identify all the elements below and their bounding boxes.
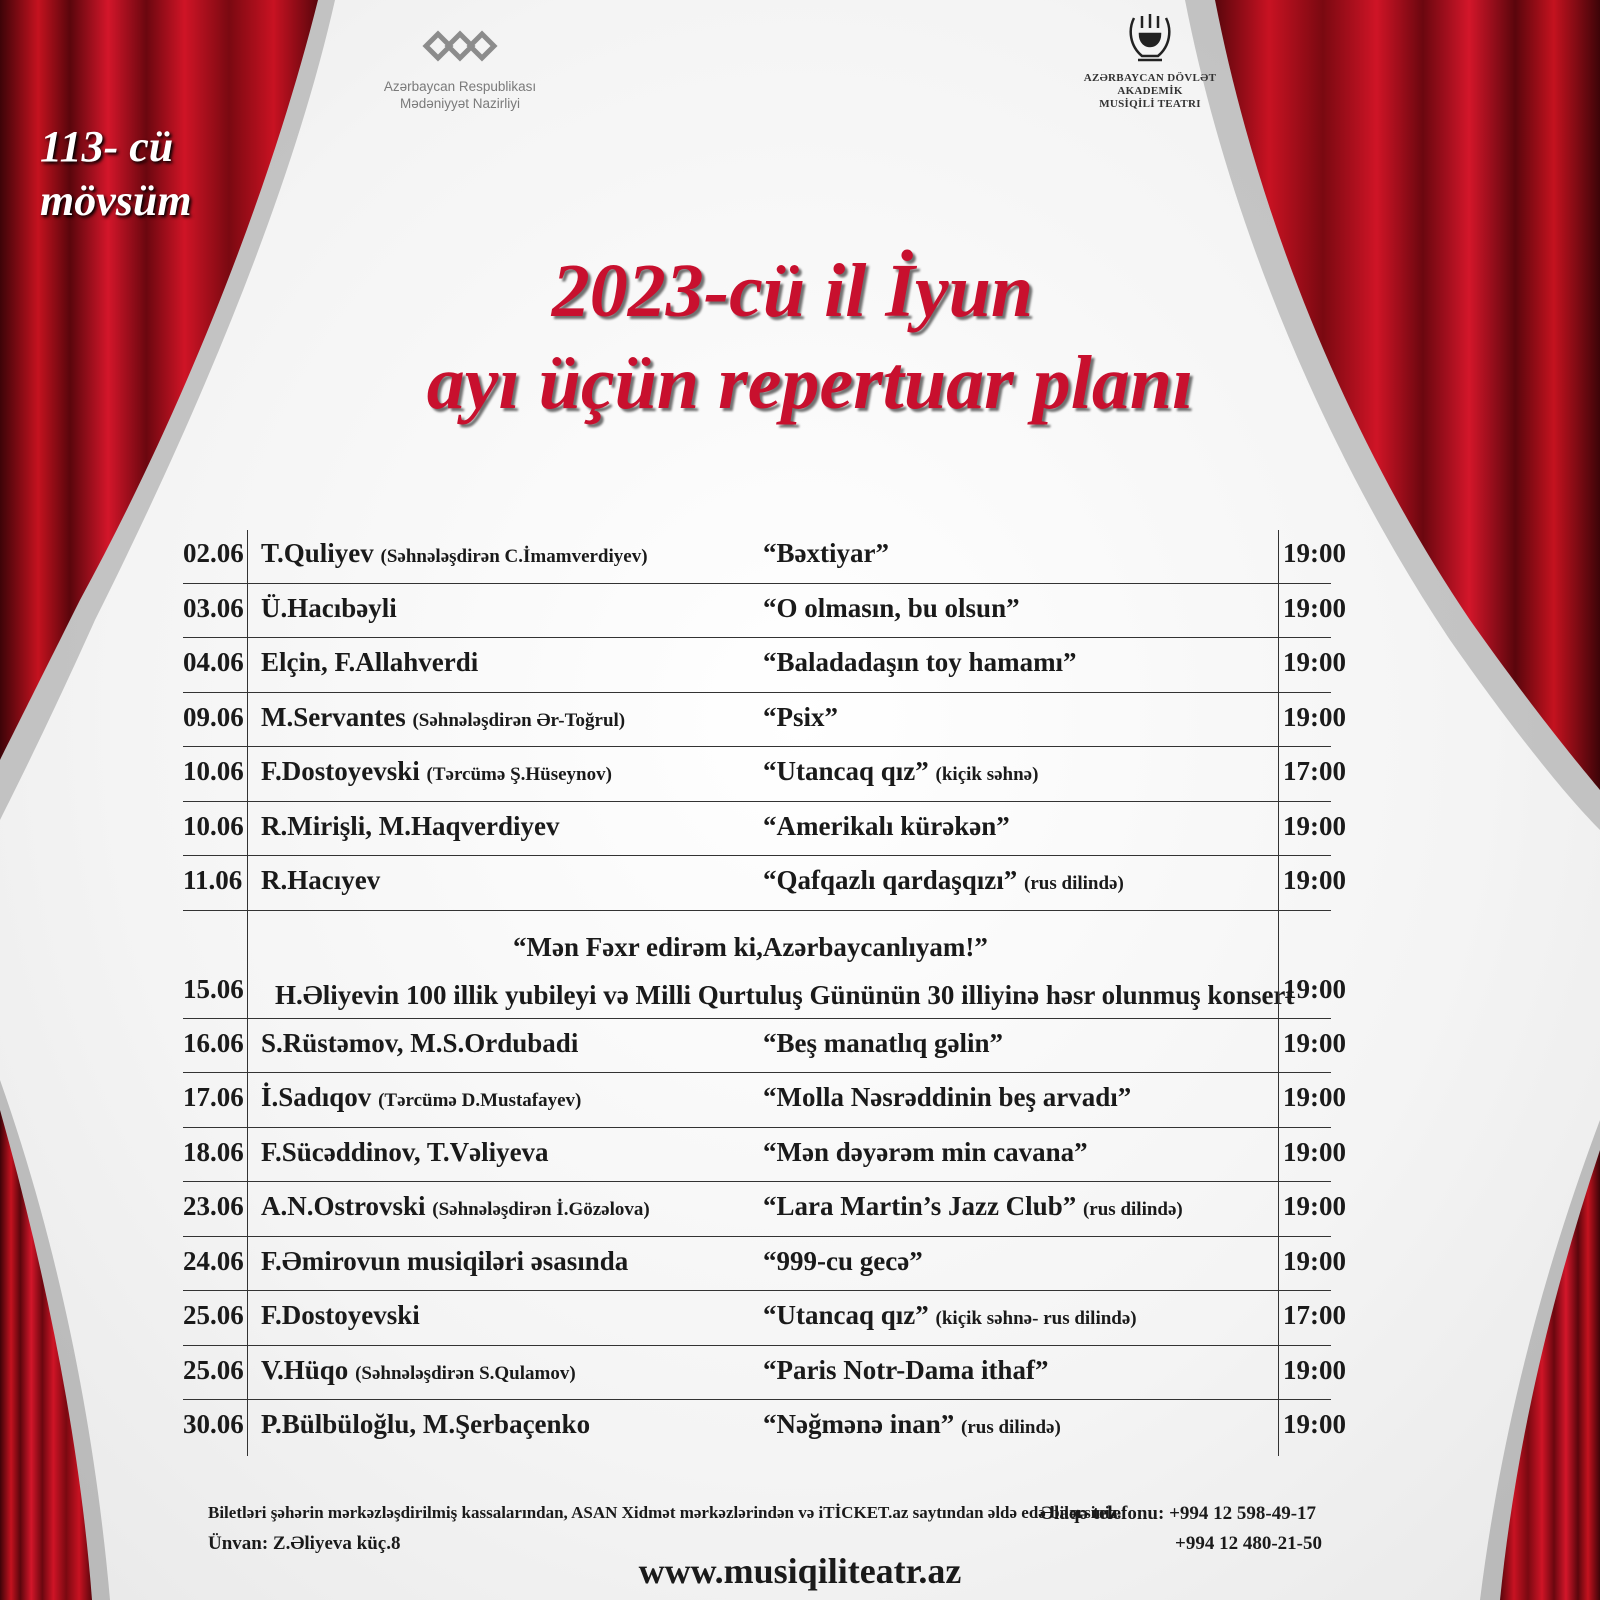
title-note: (kiçik səhnə) [935, 764, 1039, 785]
row-time: 17:00 [1278, 1292, 1358, 1347]
author-name: M.Servantes [261, 701, 406, 732]
title-note: (kiçik səhnə- rus dilində) [935, 1308, 1137, 1329]
row-author [261, 694, 625, 744]
row-divider [183, 637, 1331, 638]
table-row [183, 1401, 1358, 1456]
row-divider [183, 801, 1331, 802]
row-time: 19:00 [1278, 1347, 1358, 1402]
title-note: (rus dilində) [1024, 873, 1124, 894]
author-name: Elçin, F.Allahverdi [261, 647, 479, 677]
row-date: 24.06 [183, 1238, 248, 1293]
row-author [261, 857, 380, 907]
show-title: “O olmasın, bu olsun” [763, 592, 1020, 623]
row-divider [183, 1018, 1331, 1019]
row-date: 10.06 [183, 748, 248, 803]
row-date: 02.06 [183, 530, 248, 585]
author-name: R.Hacıyev [261, 865, 381, 895]
show-title: “Bəxtiyar” [763, 538, 889, 568]
show-title: “Amerikalı kürəkən” [763, 810, 1010, 841]
show-title: “Psix” [763, 701, 839, 732]
website-link[interactable]: www.musiqiliteatr.az [638, 1551, 962, 1591]
show-title: “Nəğmənə inan” [763, 1409, 955, 1439]
author-name: P.Bülbüloğlu, M.Şerbaçenko [261, 1409, 591, 1439]
author-name: Ü.Hacıbəyli [261, 592, 397, 623]
contact-phone: Əlaqə telefonu: +994 12 598-49-17 [1040, 1503, 1317, 1524]
season-number: 113- cü [40, 122, 174, 171]
theatre-block [1080, 10, 1220, 111]
row-time: 19:00 [1278, 803, 1358, 858]
row-title [763, 639, 1077, 689]
row-date: 11.06 [183, 857, 248, 912]
author-name: A.N.Ostrovski [261, 1191, 426, 1221]
theatre-lyre-mask-icon [1122, 10, 1178, 66]
author-note: (Tərcümə D.Mustafayev) [378, 1090, 582, 1111]
row-title [763, 1074, 1131, 1124]
row-title [763, 1292, 1137, 1342]
row-time: 19:00 [1278, 1238, 1358, 1293]
row-author [261, 1183, 650, 1233]
row-date: 30.06 [183, 1401, 248, 1456]
row-divider [183, 746, 1331, 747]
theatre-line2: AKADEMİK [1117, 85, 1183, 97]
row-title [763, 1129, 1088, 1179]
row-divider [183, 1072, 1331, 1073]
author-name: V.Hüqo [261, 1354, 349, 1385]
row-divider [183, 1345, 1331, 1346]
row-title [763, 803, 1010, 853]
table-row [183, 530, 1358, 585]
row-time: 19:00 [1278, 1129, 1358, 1184]
table-row [183, 748, 1358, 803]
row-title [763, 1401, 1061, 1451]
table-row [183, 1183, 1358, 1238]
row-date: 18.06 [183, 1129, 248, 1184]
row-author [261, 585, 397, 635]
table-row [183, 1292, 1358, 1347]
table-row [183, 857, 1358, 912]
table-row [183, 585, 1358, 640]
table-row [183, 1129, 1358, 1184]
row-author [261, 1238, 628, 1288]
ticket-info: Biletləri şəhərin mərkəzləşdirilmiş kassalarından, ASAN Xidmət mərkəzlərindən və iTİCKET.az saytından əldə edə bilərsiniz. [208, 1503, 1122, 1522]
row-author [261, 1401, 590, 1451]
author-name: F.Sücəddinov, T.Vəliyeva [261, 1136, 549, 1167]
table-row [183, 639, 1358, 694]
title-note: (rus dilində) [1082, 1199, 1183, 1220]
show-title: “Utancaq qız” [763, 756, 929, 786]
show-title: “Qafqazlı qardaşqızı” [763, 865, 1018, 895]
row-title [763, 1347, 1048, 1397]
row-time: 19:00 [1278, 530, 1358, 585]
row-author [261, 1074, 581, 1124]
row-title [763, 530, 889, 580]
theatre-line3: MUSİQİLİ TEATRI [1099, 98, 1201, 110]
row-author [261, 803, 559, 853]
season-label [40, 120, 192, 228]
row-divider [183, 855, 1331, 856]
poster-title [300, 245, 1300, 429]
row-title [763, 694, 838, 744]
row-title [763, 1238, 923, 1288]
table-row [183, 803, 1358, 858]
row-author [261, 1292, 420, 1342]
address: Ünvan: Z.Əliyeva küç.8 [208, 1533, 401, 1554]
row-divider [183, 1127, 1331, 1128]
row-time: 19:00 [1278, 857, 1358, 912]
schedule-table [183, 530, 1358, 1456]
special-concert-row [183, 912, 1358, 1020]
row-title [763, 1020, 1003, 1070]
row-author [261, 1347, 576, 1397]
author-note: (Səhnələşdirən Ər-Toğrul) [412, 709, 626, 731]
ministry-knot-icon [420, 24, 500, 68]
row-title [763, 748, 1038, 798]
row-time: 19:00 [1278, 1074, 1358, 1129]
row-time: 17:00 [1278, 748, 1358, 803]
show-title: “Paris Notr-Dama ithaf” [763, 1354, 1049, 1385]
show-title: “999-cu gecə” [763, 1245, 923, 1276]
show-title: “Beş manatlıq gəlin” [763, 1027, 1004, 1058]
row-divider [183, 1290, 1331, 1291]
row-date: 17.06 [183, 1074, 248, 1129]
title-line1: 2023-cü il İyun [551, 249, 1034, 333]
row-divider [183, 910, 1331, 911]
author-name: F.Dostoyevski [261, 1300, 420, 1330]
row-date: 09.06 [183, 694, 248, 749]
ministry-block [355, 20, 565, 112]
author-note: (Səhnələşdirən İ.Gözəlova) [432, 1199, 650, 1220]
concert-heading: “Mən Fəxr edirəm ki,Azərbaycanlıyam!” [513, 931, 988, 962]
row-divider [183, 1181, 1331, 1182]
row-title [763, 585, 1020, 635]
row-time: 19:00 [1278, 912, 1358, 1020]
row-time: 19:00 [1278, 1401, 1358, 1456]
row-date: 10.06 [183, 803, 248, 858]
author-name: S.Rüstəmov, M.S.Ordubadi [261, 1027, 579, 1058]
title-note: (rus dilində) [961, 1417, 1061, 1438]
row-author [261, 1020, 578, 1070]
author-note: (Səhnələşdirən C.İmamverdiyev) [380, 546, 648, 567]
row-divider [183, 1236, 1331, 1237]
row-author [261, 748, 612, 798]
show-title: “Molla Nəsrəddinin beş arvadı” [763, 1082, 1132, 1112]
author-note: (Səhnələşdirən S.Qulamov) [355, 1362, 576, 1384]
title-line2: ayı üçün repertuar planı [426, 341, 1194, 425]
row-title [763, 1183, 1183, 1233]
row-time: 19:00 [1278, 585, 1358, 640]
row-title [763, 857, 1124, 907]
show-title: “Baladadaşın toy hamamı” [763, 647, 1077, 677]
row-date: 04.06 [183, 639, 248, 694]
author-name: T.Quliyev [261, 538, 374, 568]
table-row [183, 1074, 1358, 1129]
row-date: 23.06 [183, 1183, 248, 1238]
row-time: 19:00 [1278, 694, 1358, 749]
row-date: 15.06 [183, 912, 248, 1020]
table-row [183, 1347, 1358, 1402]
row-author [261, 530, 648, 580]
table-row [183, 1020, 1358, 1075]
show-title: “Mən dəyərəm min cavana” [763, 1136, 1088, 1167]
row-time: 19:00 [1278, 1183, 1358, 1238]
table-row [183, 694, 1358, 749]
concert-description: H.Əliyevin 100 illik yubileyi və Milli Qurtuluş Gününün 30 illiyinə həsr olunmuş konsert [275, 979, 1295, 1010]
show-title: “Utancaq qız” [763, 1300, 929, 1330]
right-curtain-lower [1500, 1150, 1600, 1600]
theatre-line1: AZƏRBAYCAN DÖVLƏT [1083, 72, 1217, 84]
row-author [261, 639, 478, 689]
season-word: mövsüm [40, 176, 192, 225]
author-name: F.Əmirovun musiqiləri əsasında [261, 1245, 629, 1276]
author-note: (Tərcümə Ş.Hüseynov) [426, 764, 612, 785]
author-name: F.Dostoyevski [261, 756, 420, 786]
row-time: 19:00 [1278, 1020, 1358, 1075]
show-title: “Lara Martin’s Jazz Club” [763, 1191, 1077, 1221]
row-author [261, 1129, 549, 1179]
contact-phone-2: +994 12 480-21-50 [1175, 1533, 1322, 1554]
table-row [183, 1238, 1358, 1293]
row-divider [183, 692, 1331, 693]
left-curtain-lower [0, 1110, 92, 1600]
row-date: 25.06 [183, 1292, 248, 1347]
author-name: R.Mirişli, M.Haqverdiyev [261, 810, 560, 841]
ministry-line1: Azərbaycan Respublikası [383, 79, 537, 94]
row-divider [183, 583, 1331, 584]
row-date: 03.06 [183, 585, 248, 640]
ministry-line2: Mədəniyyət Nazirliyi [399, 96, 521, 111]
row-date: 16.06 [183, 1020, 248, 1075]
author-name: İ.Sadıqov [261, 1082, 372, 1112]
row-divider [183, 1399, 1331, 1400]
row-time: 19:00 [1278, 639, 1358, 694]
row-date: 25.06 [183, 1347, 248, 1402]
